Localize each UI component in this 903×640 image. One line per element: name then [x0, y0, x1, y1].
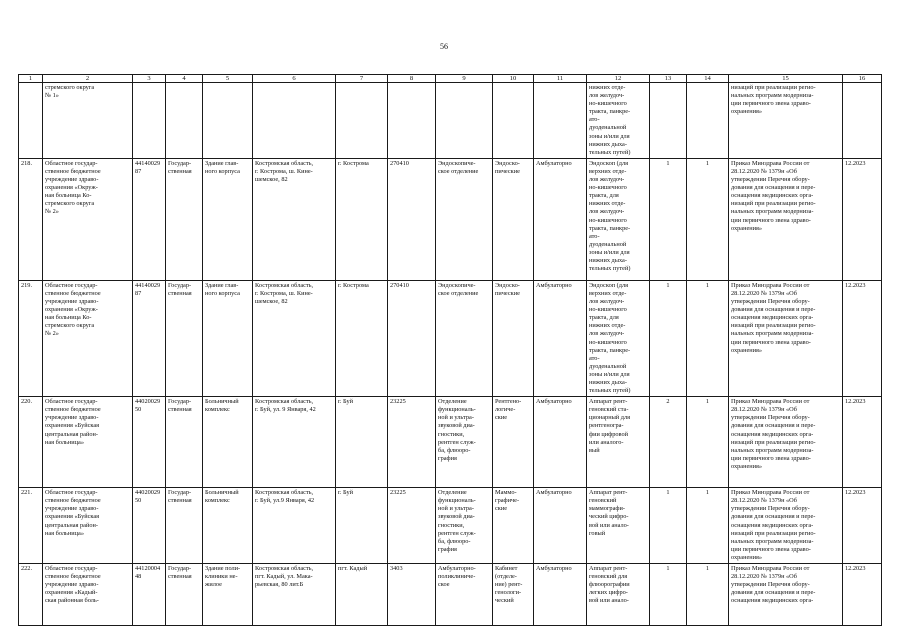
cell-qty — [650, 564, 687, 626]
continuation-cell — [650, 83, 687, 159]
cell-equipment — [587, 397, 650, 488]
continuation-cell — [43, 83, 133, 159]
continuation-cell — [729, 83, 843, 159]
column-number-8: 8 — [388, 75, 436, 83]
column-number-7: 7 — [336, 75, 388, 83]
continuation-cell — [253, 83, 336, 159]
cell-num — [19, 280, 43, 396]
profile-text: Рентгено- логиче- ские — [495, 398, 522, 422]
continuation-equipment: нижних отде- лов желудоч- но-кишечного тракта, панкре- ато- дуоденальной зоны и/или для нижних дыха- тельных путей) — [589, 84, 631, 156]
table-row — [19, 158, 882, 280]
order-text: Приказ Минздрава России от 28.12.2020 № 1379н «Об утверждении Перечня обору- дования для оснащения и пере- оснащения медицинских орга- низаций при реализации регио- нальных программ модерниза- ции первичного звена здраво- охранения» — [731, 489, 816, 561]
cell-locality — [336, 158, 388, 280]
cell-locality — [336, 280, 388, 396]
qty-text: 1 — [666, 281, 670, 289]
cell-qty — [650, 158, 687, 280]
cell-address — [253, 488, 336, 564]
profile-text: Эндоско- пические — [495, 159, 520, 175]
continuation-cell — [493, 83, 534, 159]
column-number-6: 6 — [253, 75, 336, 83]
address-text: Костромская область, г. Буй, ул. 9 Января, 42 — [255, 398, 316, 414]
building-text: Здание поли- клиники не- жилое — [205, 565, 241, 589]
address-text: Костромская область, пгт. Кадый, ул. Мака- рьевская, 80 лит.Б — [255, 565, 314, 589]
name-text: Областное государ- ственное бюджетное учреждение здраво- охранения «Окруж- ная больница Ко- стремского округа № 2» — [45, 159, 101, 216]
order-text: Приказ Минздрава России от 28.12.2020 № 1379н «Об утверждении Перечня обору- дования для оснащения и пере- оснащения медицинских орга- низаций при реализации регио- нальных программ модерниза- ции первичного звена здраво- охранения» — [731, 159, 816, 232]
cell-name — [43, 488, 133, 564]
cell-oktmo — [388, 397, 436, 488]
cell-conditions — [534, 280, 587, 396]
cell-num — [19, 158, 43, 280]
locality-text: г. Буй — [338, 489, 353, 497]
inn-text: 4412000448 — [135, 565, 161, 581]
department-text: Отделение функциональ- ной и ультра- звуковой диа- гностики, рентген служ- ба, флюоро- графия — [438, 489, 476, 553]
continuation-cell — [133, 83, 166, 159]
equipment-text: Эндоскоп (для верхних отде- лов желудоч- но-кишечного тракта, для нижних отде- лов желудоч- но-кишечного тракта, панкре- ато- дуоденальной зоны и/или для нижних дыха- тельных путей) — [589, 281, 631, 395]
building-text: Больничный комплекс — [205, 398, 239, 414]
equipment-text: Аппарат рент- геновский маммографи- ческий цифро- вой или анало- говый — [589, 489, 629, 537]
column-number-16: 16 — [843, 75, 882, 83]
cell-ownership — [166, 397, 203, 488]
date-text: 12.2023 — [845, 489, 866, 497]
column-number-14: 14 — [687, 75, 729, 83]
date-text: 12.2023 — [845, 398, 866, 406]
cell-num — [19, 488, 43, 564]
cell-date — [843, 158, 882, 280]
table-row — [19, 397, 882, 488]
oktmo-text: 270410 — [390, 159, 409, 167]
continuation-name: стремского округа № 1» — [45, 84, 95, 100]
continuation-cell — [587, 83, 650, 159]
cell-order — [729, 158, 843, 280]
cell-equipment — [587, 564, 650, 626]
num-text: 222. — [21, 565, 33, 572]
column-number-12: 12 — [587, 75, 650, 83]
cell-date — [843, 397, 882, 488]
department-text: Эндоскопиче- ское отделение — [438, 281, 479, 297]
column-number-13: 13 — [650, 75, 687, 83]
continuation-order: низаций при реализации регио- нальных программ модерниза- ции первичного звена здраво- охранения» — [731, 84, 816, 116]
cell-date — [843, 280, 882, 396]
cell-profile — [493, 397, 534, 488]
inn-text: 4414002987 — [135, 159, 161, 175]
cell-conditions — [534, 488, 587, 564]
department-text: Эндоскопиче- ское отделение — [438, 159, 479, 175]
qty-text: 1 — [666, 489, 670, 497]
num-text: 220. — [21, 398, 33, 406]
inn-text: 4414002987 — [135, 281, 161, 297]
conditions-text: Амбулаторно — [536, 489, 572, 497]
date-text: 12.2023 — [845, 565, 866, 572]
cell-department — [436, 564, 493, 626]
qty-text: 2 — [666, 398, 670, 406]
table-row — [19, 488, 882, 564]
order-text: Приказ Минздрава России от 28.12.2020 № 1379н «Об утверждении Перечня обору- дования для оснащения и пере- оснащения медицинских орга- низаций при реализации регио- нальных программ модерниза- ции первичного звена здраво- охранения» — [731, 281, 816, 354]
column-number-5: 5 — [203, 75, 253, 83]
column-number-2: 2 — [43, 75, 133, 83]
qty2-text: 1 — [705, 489, 710, 497]
column-number-9: 9 — [436, 75, 493, 83]
cell-order — [729, 397, 843, 488]
qty-text: 1 — [666, 159, 670, 167]
name-text: Областное государ- ственное бюджетное учреждение здраво- охранения «Буйская центральная район- ная больница» — [45, 398, 101, 446]
cell-order — [729, 564, 843, 626]
cell-num — [19, 564, 43, 626]
cell-department — [436, 488, 493, 564]
building-text: Больничный комплекс — [205, 489, 239, 505]
cell-inn — [133, 488, 166, 564]
conditions-text: Амбулаторно — [536, 159, 572, 167]
page-number: 56 — [440, 42, 448, 51]
continuation-cell — [19, 83, 43, 159]
continuation-row — [19, 83, 882, 159]
column-number-11: 11 — [534, 75, 587, 83]
cell-date — [843, 564, 882, 626]
cell-inn — [133, 158, 166, 280]
num-text: 219. — [21, 281, 33, 289]
cell-building — [203, 564, 253, 626]
cell-address — [253, 564, 336, 626]
cell-inn — [133, 564, 166, 626]
cell-qty — [650, 280, 687, 396]
conditions-text: Амбулаторно — [536, 281, 572, 289]
cell-inn — [133, 397, 166, 488]
cell-oktmo — [388, 564, 436, 626]
cell-oktmo — [388, 280, 436, 396]
cell-address — [253, 158, 336, 280]
cell-building — [203, 397, 253, 488]
cell-equipment — [587, 488, 650, 564]
column-number-header — [19, 75, 882, 83]
cell-conditions — [534, 158, 587, 280]
cell-profile — [493, 488, 534, 564]
cell-conditions — [534, 397, 587, 488]
cell-name — [43, 564, 133, 626]
num-text: 218. — [21, 159, 33, 167]
locality-text: г. Кострома — [338, 159, 369, 167]
cell-ownership — [166, 564, 203, 626]
cell-equipment — [587, 158, 650, 280]
cell-order — [729, 280, 843, 396]
cell-qty2 — [687, 564, 729, 626]
cell-locality — [336, 488, 388, 564]
continuation-cell — [388, 83, 436, 159]
cell-qty2 — [687, 158, 729, 280]
cell-profile — [493, 280, 534, 396]
date-text: 12.2023 — [845, 281, 866, 289]
ownership-text: Государ- ственная — [168, 398, 192, 414]
column-number-15: 15 — [729, 75, 843, 83]
cell-name — [43, 158, 133, 280]
building-text: Здание глав- ного корпуса — [205, 159, 240, 175]
profile-text: Маммо- графиче- ские — [495, 489, 520, 513]
column-number-1: 1 — [19, 75, 43, 83]
name-text: Областное государ- ственное бюджетное учреждение здраво- охранения «Окруж- ная больница Ко- стремского округа № 2» — [45, 281, 101, 338]
conditions-text: Амбулаторно — [536, 398, 572, 406]
qty2-text: 1 — [705, 565, 710, 572]
cell-building — [203, 488, 253, 564]
qty2-text: 1 — [705, 281, 710, 289]
cell-department — [436, 158, 493, 280]
cell-qty — [650, 397, 687, 488]
cell-ownership — [166, 280, 203, 396]
cell-department — [436, 280, 493, 396]
oktmo-text: 23225 — [390, 398, 406, 406]
cell-date — [843, 488, 882, 564]
locality-text: г. Буй — [338, 398, 353, 406]
qty2-text: 1 — [705, 398, 710, 406]
cell-qty2 — [687, 397, 729, 488]
address-text: Костромская область, г. Буй, ул.9 Января, 42 — [255, 489, 315, 505]
cell-department — [436, 397, 493, 488]
cell-locality — [336, 397, 388, 488]
cell-building — [203, 280, 253, 396]
cell-num — [19, 397, 43, 488]
equipment-text: Аппарат рент- геновский ста- ционарный для рентгеногра- фии цифровой или аналого- вый — [589, 398, 630, 454]
equipment-table — [18, 74, 882, 626]
department-text: Амбулаторно- поликлиниче- ское — [438, 565, 476, 589]
continuation-cell — [843, 83, 882, 159]
continuation-cell — [336, 83, 388, 159]
column-number-4: 4 — [166, 75, 203, 83]
continuation-cell — [203, 83, 253, 159]
profile-text: Кабинет (отделе- ние) рент- генологи- ческий — [495, 565, 523, 605]
profile-text: Эндоско- пические — [495, 281, 520, 297]
oktmo-text: 3403 — [390, 565, 403, 572]
cell-profile — [493, 564, 534, 626]
cell-profile — [493, 158, 534, 280]
address-text: Костромская область, г. Кострома, ш. Кине- шемское, 82 — [255, 281, 314, 306]
cell-ownership — [166, 158, 203, 280]
cell-name — [43, 280, 133, 396]
oktmo-text: 23225 — [390, 489, 406, 497]
order-text: Приказ Минздрава России от 28.12.2020 № 1379н «Об утверждении Перечня обору- дования для оснащения и пере- оснащения медицинских орга- — [731, 565, 816, 605]
table-row — [19, 564, 882, 626]
name-text: Областное государ- ственное бюджетное учреждение здраво- охранения «Буйская центральная район- ная больница» — [45, 489, 101, 537]
column-number-3: 3 — [133, 75, 166, 83]
qty2-text: 1 — [705, 159, 710, 167]
cell-oktmo — [388, 158, 436, 280]
equipment-text: Эндоскоп (для верхних отде- лов желудоч- но-кишечного тракта, для нижних отде- лов желудоч- но-кишечного тракта, панкре- ато- дуоденальной зоны и/или для нижних дыха- тельных путей) — [589, 159, 631, 273]
order-text: Приказ Минздрава России от 28.12.2020 № 1379н «Об утверждении Перечня обору- дования для оснащения и пере- оснащения медицинских орга- низаций при реализации регио- нальных программ модерниза- ции первичного звена здраво- охранения» — [731, 398, 816, 470]
table-row — [19, 280, 882, 396]
address-text: Костромская область, г. Кострома, ш. Кине- шемское, 82 — [255, 159, 314, 184]
equipment-text: Аппарат рент- геновский для флюорографии легких цифро- вой или анало- — [589, 565, 630, 605]
cell-address — [253, 280, 336, 396]
cell-order — [729, 488, 843, 564]
cell-equipment — [587, 280, 650, 396]
ownership-text: Государ- ственная — [168, 159, 192, 175]
qty-text: 1 — [666, 565, 670, 572]
ownership-text: Государ- ственная — [168, 489, 192, 505]
name-text: Областное государ- ственное бюджетное учреждение здраво- охранения «Кадый- ская районная боль- — [45, 565, 101, 605]
continuation-cell — [534, 83, 587, 159]
cell-ownership — [166, 488, 203, 564]
cell-oktmo — [388, 488, 436, 564]
cell-name — [43, 397, 133, 488]
cell-conditions — [534, 564, 587, 626]
cell-qty — [650, 488, 687, 564]
ownership-text: Государ- ственная — [168, 565, 192, 581]
num-text: 221. — [21, 489, 33, 497]
continuation-cell — [436, 83, 493, 159]
locality-text: г. Кострома — [338, 281, 369, 289]
conditions-text: Амбулаторно — [536, 565, 572, 572]
cell-building — [203, 158, 253, 280]
ownership-text: Государ- ственная — [168, 281, 192, 297]
cell-qty2 — [687, 280, 729, 396]
cell-address — [253, 397, 336, 488]
cell-inn — [133, 280, 166, 396]
oktmo-text: 270410 — [390, 281, 409, 289]
inn-text: 4402002950 — [135, 489, 161, 505]
department-text: Отделение функциональ- ной и ультра- звуковой диа- гностики, рентген служ- ба, флюоро- графия — [438, 398, 476, 462]
date-text: 12.2023 — [845, 159, 866, 167]
building-text: Здание глав- ного корпуса — [205, 281, 240, 297]
cell-locality — [336, 564, 388, 626]
inn-text: 4402002950 — [135, 398, 161, 414]
column-number-10: 10 — [493, 75, 534, 83]
continuation-cell — [687, 83, 729, 159]
locality-text: пгт. Кадый — [338, 565, 368, 572]
continuation-cell — [166, 83, 203, 159]
cell-qty2 — [687, 488, 729, 564]
